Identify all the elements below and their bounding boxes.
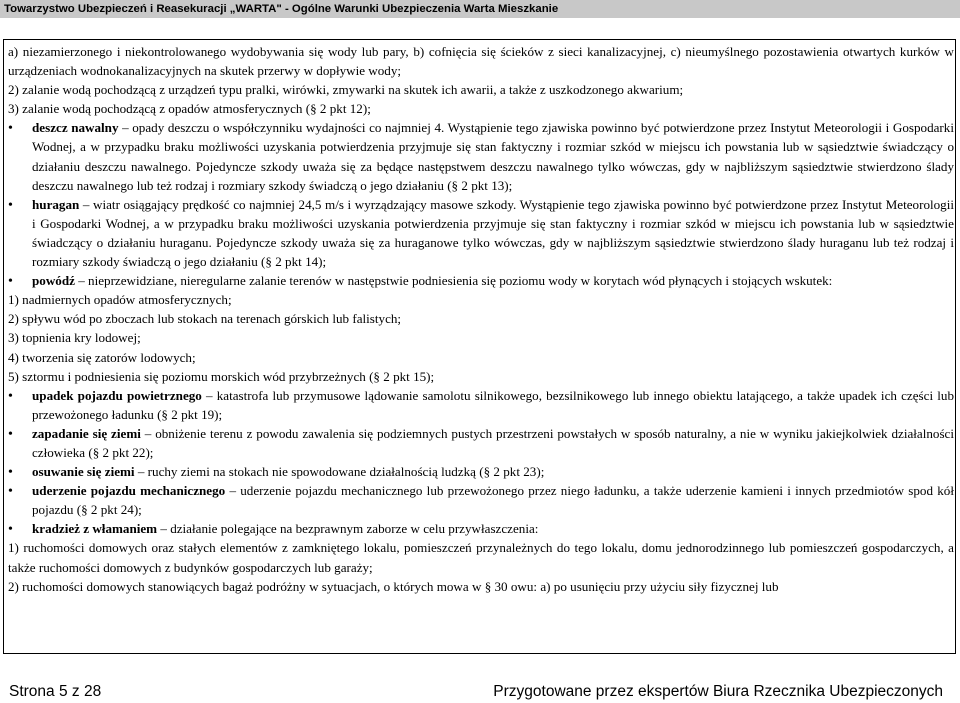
definition-text: – katastrofa lub przymusowe lądowanie samolotu silnikowego, bezsilnikowego lub innego obiektu latającego, a także upadek ich części lub przewożonego ładunku (§ 2 pkt 19);	[32, 387, 954, 422]
list-item: 4) tworzenia się zatorów lodowych;	[8, 349, 196, 365]
term-landslide: osuwanie się ziemi	[32, 464, 135, 480]
page-number: Strona 5 z 28	[9, 683, 102, 700]
document-frame	[3, 39, 956, 654]
term-burglary: kradzież z włamaniem	[32, 521, 158, 537]
document-body	[8, 42, 954, 596]
footer-note: Przygotowane przez ekspertów Biura Rzecznika Ubezpieczonych	[493, 683, 943, 700]
bullet-icon	[8, 386, 13, 406]
list-item: 1) nadmiernych opadów atmosferycznych;	[8, 292, 232, 308]
definition-sinkhole	[8, 424, 954, 462]
paragraph-rain-flood: 3) zalanie wodą pochodzącą z opadów atmosferycznych (§ 2 pkt 12);	[8, 101, 371, 117]
bullet-icon	[8, 424, 13, 444]
definition-text: – uderzenie pojazdu mechanicznego lub przewożonego przez niego ładunku, a także uderzenie kamieni i innych przedmiotów spod kół pojazdu (§ 2 pkt 24);	[32, 483, 954, 518]
definition-burglary	[8, 519, 954, 538]
term-flood: powódź	[32, 273, 75, 289]
term-heavy-rain: deszcz nawalny	[32, 120, 119, 136]
definition-vehicle-impact	[8, 481, 954, 519]
term-vehicle-impact: uderzenie pojazdu mechanicznego	[32, 483, 226, 499]
definition-text: – wiatr osiągający prędkość co najmniej 24,5 m/s i wyrządzający masowe szkody. Wystąpienie tego zjawiska powinno być potwierdzone przez Instytut Meteorologii i Gospodarki Wodnej, a w przypadku braku możliwości uzyskania potwierdzenia przyjmuje się stan faktyczny i rozmiar szkód w miejscu ich powstania lub w sąsiedztwie świadczący o działaniu huraganu. Pojedyncze szkody uważa się za huraganowe tylko wówczas, gdy w najbliższym sąsiedztwie stwierdzono ślady huraganu lub też rodzaj i rozmiary szkody świadczą o jego działaniu (§ 2 pkt 14);	[32, 196, 954, 270]
list-item: 2) ruchomości domowych stanowiących bagaż podróżny w sytuacjach, o których mowa w § 30 owu: a) po usunięciu przy użyciu siły fizycznej lub	[8, 578, 779, 594]
bullet-icon	[8, 118, 13, 138]
definition-hurricane	[8, 195, 954, 271]
definition-text: – działanie polegające na bezprawnym zaborze w celu przywłaszczenia:	[157, 521, 539, 537]
definition-text: – obniżenie terenu z powodu zawalenia się podziemnych pustych przestrzeni powstałych w sposób naturalny, a nie w wyniku jakiejkolwiek działalności człowieka (§ 2 pkt 22);	[32, 425, 954, 460]
term-sinkhole: zapadanie się ziemi	[32, 425, 141, 441]
bullet-icon	[8, 481, 13, 501]
document-header: Towarzystwo Ubezpieczeń i Reasekuracji „WARTA" - Ogólne Warunki Ubezpieczenia Warta Mieszkanie	[0, 0, 960, 18]
definition-heavy-rain	[8, 118, 954, 194]
bullet-icon	[8, 462, 13, 482]
list-item: 1) ruchomości domowych oraz stałych elementów z zamkniętego lokalu, pomieszczeń przynależnych do tego lokalu, domu jednorodzinnego lub pomieszczeń gospodarczych, a także ruchomości domowych z budynków gospodarczych lub garaży;	[8, 540, 954, 575]
paragraph-water-causes: a) niezamierzonego i niekontrolowanego wydobywania się wody lub pary, b) cofnięcia się ścieków z sieci kanalizacyjnej, c) nieumyślnego pozostawienia otwartych kurków w urządzeniach wodnokanalizacyjnych na skutek przerwy w dopływie wody;	[8, 44, 954, 79]
paragraph-appliance-flood: 2) zalanie wodą pochodzącą z urządzeń typu pralki, wirówki, zmywarki na skutek ich awarii, a także z uszkodzonego akwarium;	[8, 82, 684, 98]
definition-landslide	[8, 462, 954, 481]
definition-text: – opady deszczu o współczynniku wydajności co najmniej 4. Wystąpienie tego zjawiska powinno być potwierdzone przez Instytut Meteorologii i Gospodarki Wodnej, a w przypadku braku możliwości uzyskania potwierdzenia przyjmuje się stan faktyczny i rozmiar szkód w miejscu ich powstania lub w sąsiedztwie świadczący o działaniu deszczu nawalnego. Pojedyncze szkody uważa się za będące następstwem deszczu nawalnego tylko wówczas, gdy w najbliższym sąsiedztwie stwierdzono ślady deszczu nawalnego lub też rodzaj i rozmiary szkody świadczą o jego działaniu (§ 2 pkt 13);	[32, 120, 954, 193]
term-hurricane: huragan	[32, 196, 80, 212]
list-item: 3) topnienia kry lodowej;	[8, 330, 141, 346]
definition-aircraft	[8, 386, 954, 424]
bullet-icon	[8, 519, 13, 539]
definition-text: – nieprzewidziane, nieregularne zalanie terenów w następstwie podniesienia się poziomu wody w korytach wód płynących i stojących wskutek:	[74, 273, 833, 289]
definition-text: – ruchy ziemi na stokach nie spowodowane działalnością ludzką (§ 2 pkt 23);	[134, 464, 545, 480]
term-aircraft: upadek pojazdu powietrznego	[32, 387, 202, 403]
definition-flood	[8, 271, 954, 290]
bullet-icon	[8, 195, 13, 215]
list-item: 5) sztormu i podniesienia się poziomu morskich wód przybrzeżnych (§ 2 pkt 15);	[8, 368, 435, 384]
bullet-icon	[8, 271, 13, 291]
list-item: 2) spływu wód po zboczach lub stokach na terenach górskich lub falistych;	[8, 311, 402, 327]
